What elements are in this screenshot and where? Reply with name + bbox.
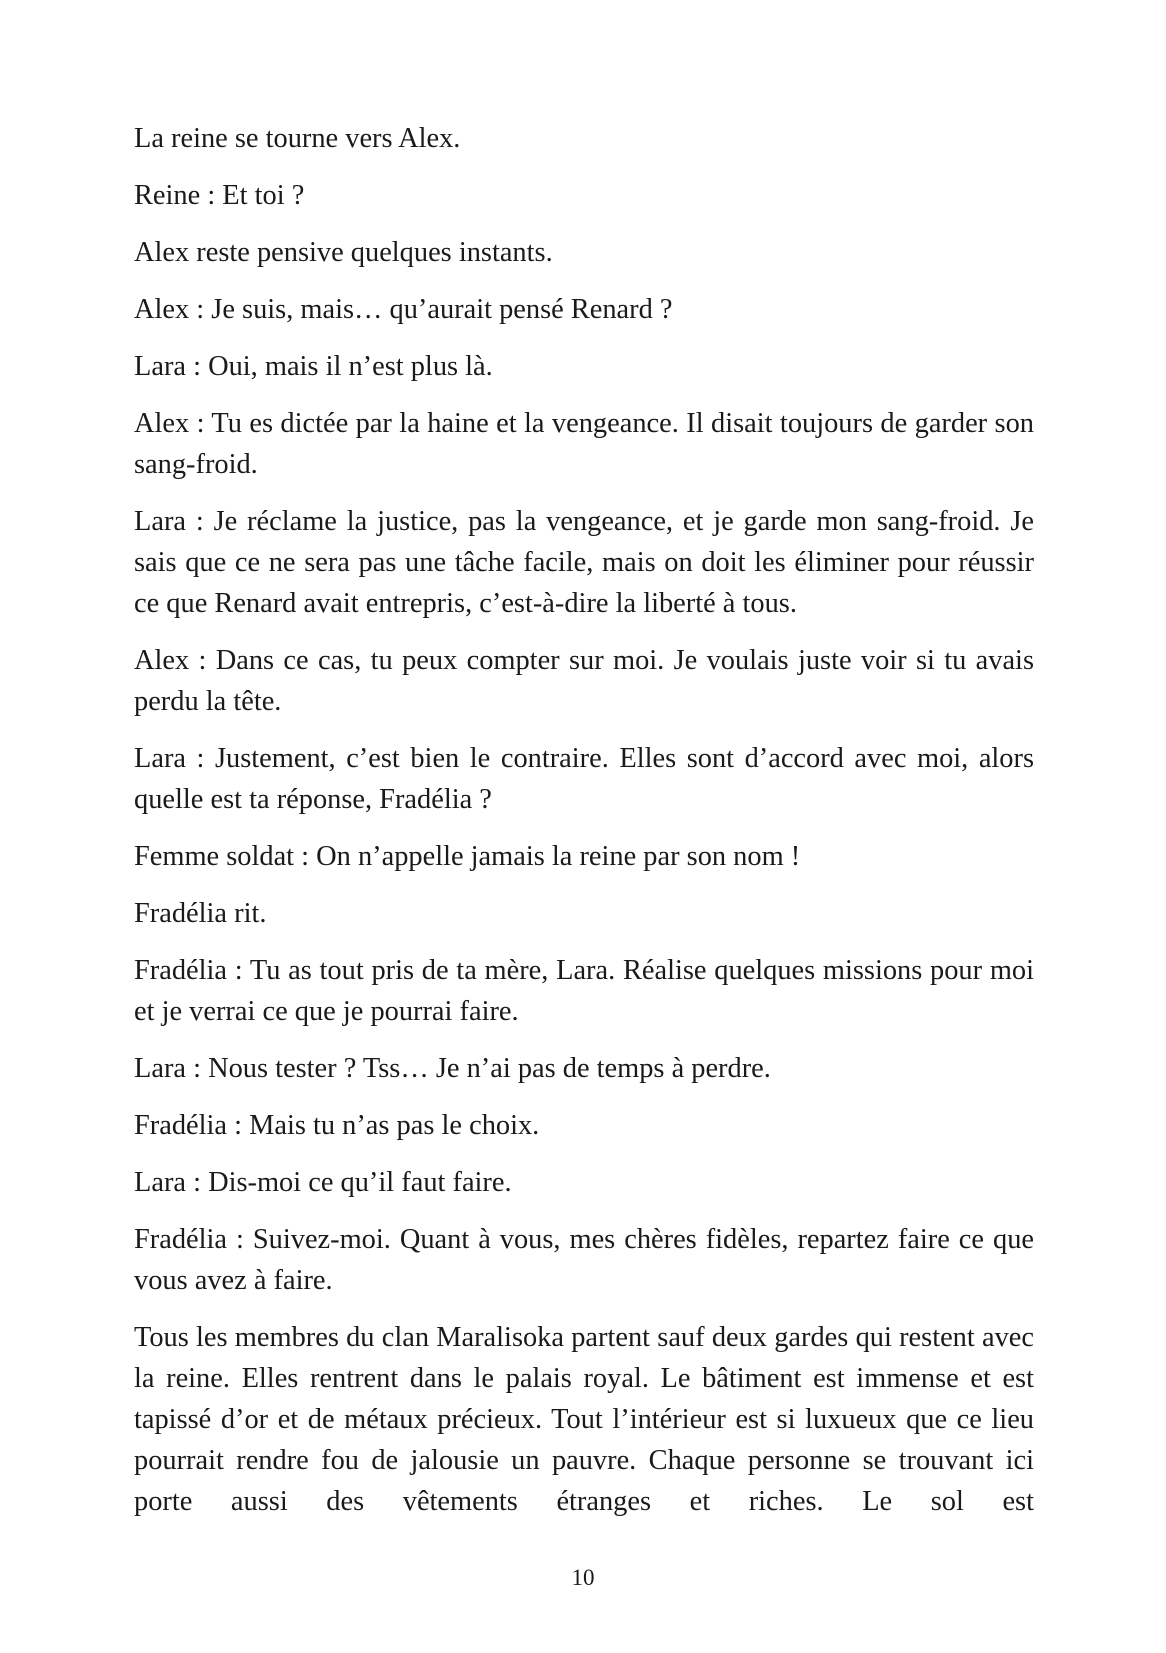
paragraph: Femme soldat : On n’appelle jamais la reine par son nom ! xyxy=(134,841,801,872)
paragraph: Fradélia : Mais tu n’as pas le choix. xyxy=(134,1110,540,1141)
paragraph: Alex reste pensive quelques instants. xyxy=(134,237,553,268)
paragraph: Alex : Tu es dictée par la haine et la vengeance. Il disait toujours de garder son sang-froid. xyxy=(134,408,1034,480)
paragraph: Alex : Dans ce cas, tu peux compter sur moi. Je voulais juste voir si tu avais perdu la tête. xyxy=(134,645,1034,717)
paragraph: Fradélia : Tu as tout pris de ta mère, Lara. Réalise quelques missions pour moi et je verrai ce que je pourrai faire. xyxy=(134,955,1034,1027)
paragraph: Fradélia rit. xyxy=(134,898,267,929)
page-number: 10 xyxy=(571,1565,595,1590)
paragraph: Lara : Dis-moi ce qu’il faut faire. xyxy=(134,1167,512,1198)
paragraph: Alex : Je suis, mais… qu’aurait pensé Renard ? xyxy=(134,294,673,325)
paragraph: La reine se tourne vers Alex. xyxy=(134,123,461,154)
paragraph: Lara : Oui, mais il n’est plus là. xyxy=(134,351,493,382)
body-text xyxy=(134,118,1034,1522)
paragraph: Lara : Justement, c’est bien le contraire. Elles sont d’accord avec moi, alors quelle est ta réponse, Fradélia ? xyxy=(134,743,1034,815)
paragraph: Tous les membres du clan Maralisoka partent sauf deux gardes qui restent avec la reine. Elles rentrent dans le palais royal. Le bâtiment est immense et est tapissé d’or et de métaux précieux. Tout l’intérieur est si luxueux que ce lieu pourrait rendre fou de jalousie un pauvre. Chaque personne se trouvant ici porte aussi des vêtements étranges et riches. Le sol est xyxy=(134,1322,1034,1517)
paragraph: Lara : Je réclame la justice, pas la vengeance, et je garde mon sang-froid. Je sais que ce ne sera pas une tâche facile, mais on doit les éliminer pour réussir ce que Renard avait entrepris, c’est-à-dire la liberté à tous. xyxy=(134,506,1034,619)
paragraph: Fradélia : Suivez-moi. Quant à vous, mes chères fidèles, repartez faire ce que vous avez à faire. xyxy=(134,1224,1034,1296)
paragraph: Reine : Et toi ? xyxy=(134,180,305,211)
paragraph: Lara : Nous tester ? Tss… Je n’ai pas de temps à perdre. xyxy=(134,1053,771,1084)
